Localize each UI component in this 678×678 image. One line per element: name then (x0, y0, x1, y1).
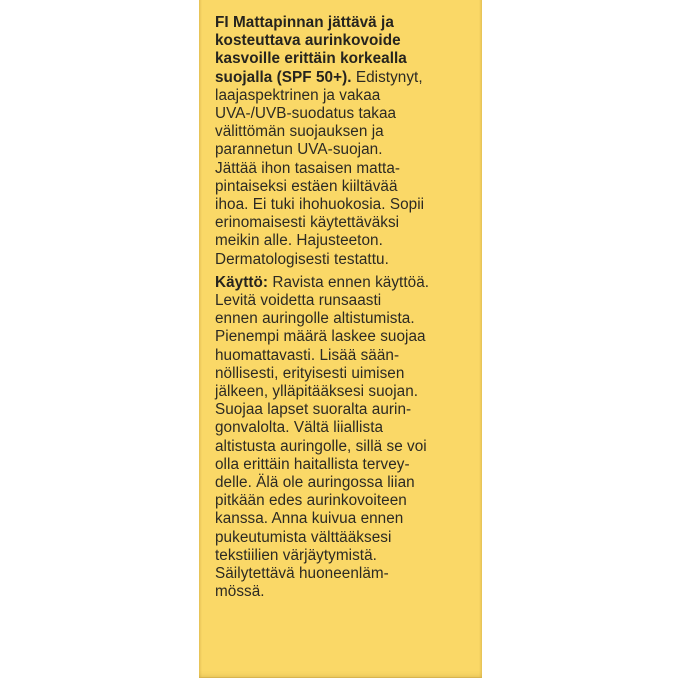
usage-line (215, 474, 481, 492)
usage-line (215, 365, 481, 383)
usage-line (215, 310, 481, 328)
bold-text: kosteuttava aurinkovoide (215, 32, 401, 50)
usage-line (215, 583, 481, 601)
bold-text: kasvoille erittäin korkealla (215, 50, 407, 68)
description-line (215, 105, 481, 123)
body-text: delle. Älä ole auringossa liian (215, 474, 415, 492)
panel-left-shade (199, 0, 202, 677)
body-text: ihoa. Ei tuki ihohuokosia. Sopii (215, 196, 425, 214)
usage-line (215, 419, 481, 437)
usage-line (215, 292, 481, 310)
body-text: kanssa. Anna kuivua ennen (215, 510, 404, 528)
body-text: huomattavasti. Lisää sään- (215, 346, 400, 364)
packaging-text-panel (199, 0, 482, 678)
description-line (215, 141, 481, 159)
usage-line (215, 529, 481, 547)
body-text: Ravista ennen käyttöä. (268, 273, 430, 291)
description-line (215, 232, 481, 250)
body-text: Edistynyt, (351, 68, 423, 86)
body-text: erinomaisesti käytettäväksi (215, 214, 400, 232)
body-text: meikin alle. Hajusteeton. (215, 232, 383, 250)
description-line (215, 214, 481, 232)
body-text: Levitä voidetta runsaasti (215, 292, 382, 310)
body-text: nöllisesti, erityisesti uimisen (215, 364, 405, 382)
description-paragraph (215, 14, 481, 269)
body-text: altistusta auringolle, sillä se voi (215, 437, 427, 455)
bold-text: Käyttö: (215, 273, 269, 291)
description-line (215, 160, 481, 178)
body-text: pintaiseksi estäen kiiltävää (215, 177, 398, 195)
body-text: pukeutumista välttääksesi (215, 528, 392, 546)
body-text: Säilytettävä huoneenläm- (215, 565, 389, 583)
description-line (215, 14, 481, 32)
description-line (215, 123, 481, 141)
bold-text: suojalla (SPF 50+). (215, 68, 352, 86)
product-text (215, 14, 481, 607)
usage-line (215, 274, 481, 292)
body-text: välittömän suojauksen ja (215, 123, 384, 141)
body-text: UVA-/UVB-suodatus takaa (215, 105, 397, 123)
body-text: Pienempi määrä laskee suojaa (215, 328, 426, 346)
body-text: tekstiilien värjäytymistä. (215, 546, 377, 564)
bold-text: FI Mattapinnan jättävä ja (215, 14, 394, 31)
body-text: ennen auringolle altistumista. (215, 310, 415, 328)
body-text: Jättää ihon tasaisen matta- (215, 159, 401, 177)
description-line (215, 196, 481, 214)
body-text: gonvalolta. Vältä liiallista (215, 419, 384, 437)
usage-line (215, 438, 481, 456)
body-text: parannetun UVA-suojan. (215, 141, 383, 159)
description-line (215, 178, 481, 196)
body-text: mössä. (215, 583, 265, 601)
description-line (215, 251, 481, 269)
body-text: pitkään edes aurinkovoiteen (215, 492, 407, 510)
description-line (215, 50, 481, 68)
usage-line (215, 347, 481, 365)
body-text: laajaspektrinen ja vakaa (215, 86, 381, 104)
description-line (215, 32, 481, 50)
usage-line (215, 401, 481, 419)
body-text: olla erittäin haitallista tervey- (215, 455, 410, 473)
usage-line (215, 456, 481, 474)
usage-line (215, 328, 481, 346)
body-text: jälkeen, ylläpitääksesi suojan. (215, 383, 419, 401)
description-line (215, 69, 481, 87)
usage-line (215, 492, 481, 510)
usage-line (215, 383, 481, 401)
usage-paragraph (215, 274, 481, 602)
usage-line (215, 565, 481, 583)
description-line (215, 87, 481, 105)
body-text: Dermatologisesti testattu. (215, 250, 389, 268)
body-text: Suojaa lapset suoralta aurin- (215, 401, 412, 419)
usage-line (215, 510, 481, 528)
usage-line (215, 547, 481, 565)
